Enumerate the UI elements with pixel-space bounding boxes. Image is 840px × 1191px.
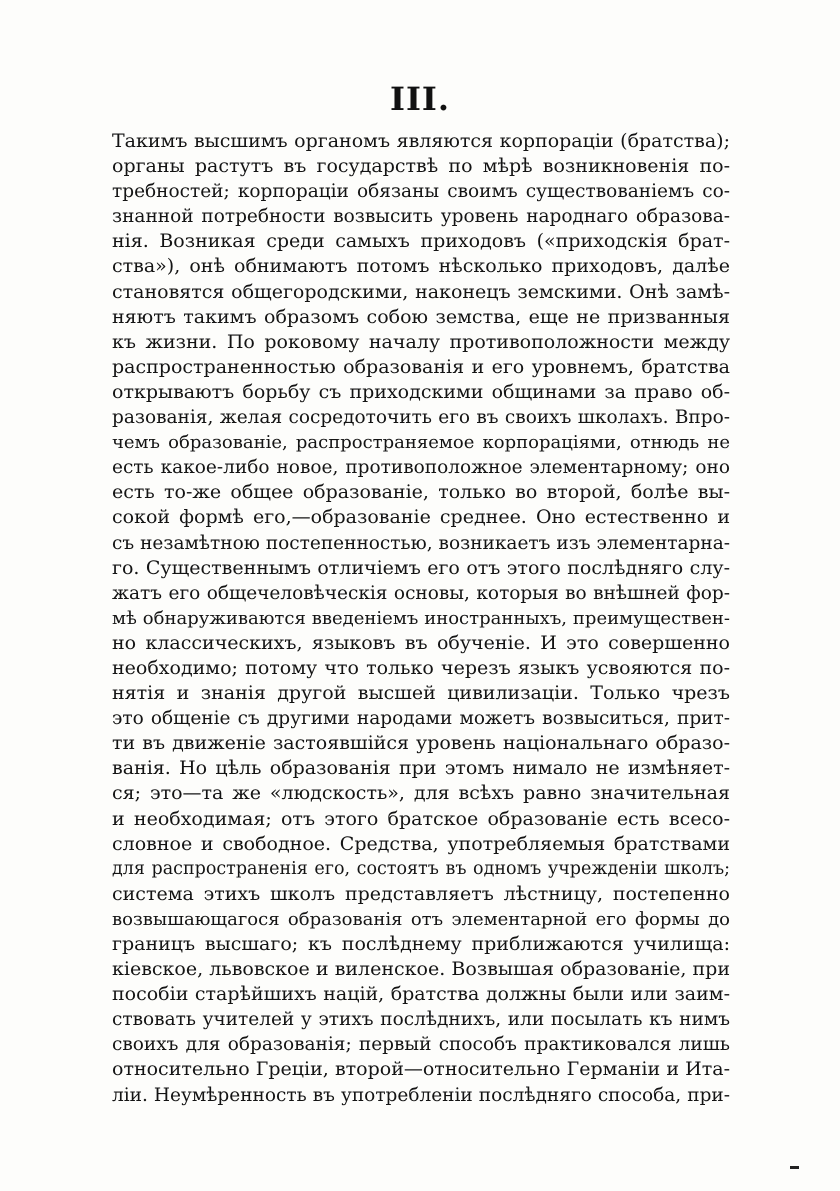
text-line: няютъ такимъ образомъ собою земства, еще не призванныя — [112, 305, 730, 328]
text-line: ванія. Но цѣль образованія при этомъ нимало не измѣняет- — [112, 757, 730, 780]
text-line: становятся общегородскими, наконецъ земскими. Онѣ замѣ- — [112, 280, 730, 303]
text-line: ства»), онѣ обнимаютъ потомъ нѣсколько приходовъ, далѣе — [112, 255, 730, 278]
text-line: чемъ образованіе, распространяемое корпораціями, отнюдь не — [112, 432, 730, 454]
text-line: словное и свободное. Средства, употребляемыя братствами — [112, 832, 730, 855]
text-line: ся; это—та же «людскость», для всѣхъ равно значительная — [112, 782, 730, 805]
text-line: распространенностью образованія и его уровнемъ, братства — [112, 355, 730, 378]
text-line: и необходимая; отъ этого братское образованіе есть всесо- — [112, 807, 730, 830]
text-line: требностей; корпораціи обязаны своимъ существованіемъ со- — [112, 181, 730, 203]
text-line: ліи. Неумѣренность въ употребленіи послѣдняго способа, при- — [112, 1084, 730, 1106]
text-line: Такимъ высшимъ органомъ являются корпораціи (братства); — [112, 130, 730, 152]
text-line: ти въ движеніе застоявшійся уровень національнаго образо- — [112, 732, 730, 755]
margin-mark — [790, 1166, 799, 1169]
text-line: органы растутъ въ государствѣ по мѣрѣ возникновенія по- — [112, 155, 730, 178]
body-text — [112, 129, 730, 1108]
text-line: кіевское, львовское и виленское. Возвышая образованіе, при — [112, 958, 730, 981]
text-line: своихъ для образованія; первый способъ практиковался лишь — [112, 1034, 730, 1056]
text-line: пособіи старѣйшихъ націй, братства должны были или заим- — [112, 983, 730, 1006]
text-line: съ незамѣтною постепенностью, возникаетъ изъ элементарна- — [112, 532, 730, 554]
text-line: есть какое-либо новое, противоположное элементарному; оно — [112, 457, 730, 479]
text-line: это общеніе съ другими народами можетъ возвыситься, прит- — [112, 708, 730, 730]
section-heading: III. — [389, 80, 451, 118]
text-line: система этихъ школъ представляетъ лѣстницу, постепенно — [112, 882, 730, 905]
text-line: го. Существеннымъ отличіемъ его отъ этого послѣдняго слу- — [112, 556, 730, 579]
text-line: необходимо; потому что только черезъ языкъ усвояются по- — [112, 656, 730, 679]
text-line: нія. Возникая среди самыхъ приходовъ («приходскія брат- — [112, 230, 730, 253]
text-line: для распространенія его, состоятъ въ одномъ учрежденіи школъ; — [112, 858, 730, 879]
text-line: разованія, желая сосредоточить его въ своихъ школахъ. Впро- — [112, 407, 730, 429]
text-line: сокой формѣ его,—образованіе среднее. Оно естественно и — [112, 506, 730, 529]
text-line: возвышающагося образованія отъ элементарной его формы до — [112, 908, 730, 930]
text-line: но классическихъ, языковъ въ обученіе. И это совершенно — [112, 631, 730, 654]
text-line: границъ высшаго; къ послѣднему приближаются училища: — [112, 933, 730, 955]
text-line: къ жизни. По роковому началу противоположности между — [112, 330, 730, 353]
text-line: жатъ его общечеловѣческія основы, которыя во внѣшней фор- — [112, 582, 730, 604]
text-line: знанной потребности возвысить уровень народнаго образова- — [112, 206, 730, 228]
text-line: относительно Греціи, второй—относительно Германіи и Ита- — [112, 1058, 730, 1081]
text-line: ствовать учителей у этихъ послѣднихъ, или посылать къ нимъ — [112, 1009, 730, 1031]
text-line: есть то-же общее образованіе, только во второй, болѣе вы- — [112, 481, 730, 504]
text-line: мѣ обнаруживаются введеніемъ иностранныхъ, преимуществен- — [112, 607, 730, 629]
text-line: нятія и знанія другой высшей цивилизаціи. Только чрезъ — [112, 682, 730, 705]
text-line: открываютъ борьбу съ приходскими общинами за право об- — [112, 380, 730, 403]
